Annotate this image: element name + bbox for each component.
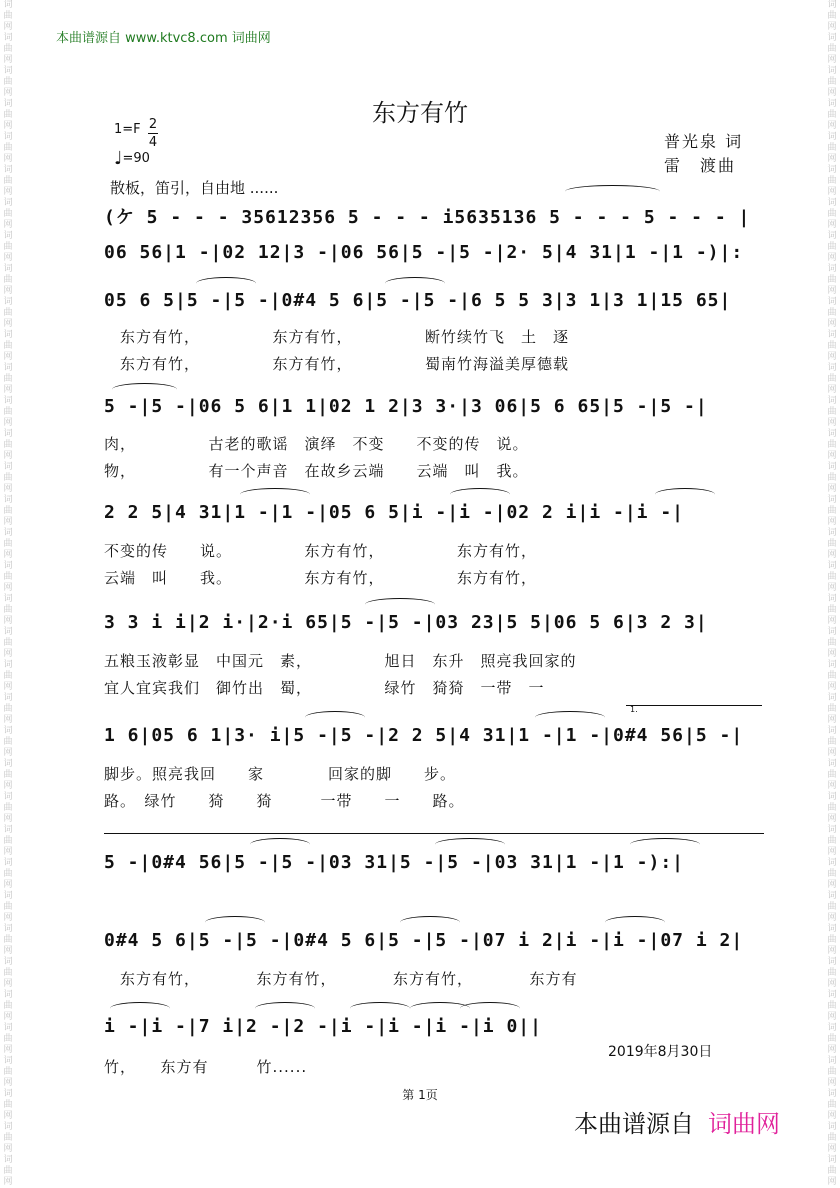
tie-arc [110,1002,170,1015]
footer-site-link[interactable]: 词曲网 [708,1110,780,1138]
tie-arc [535,711,605,724]
staff-row-3: 05 6 5|5 -|5 -|0#4 5 6|5 -|5 -|6 5 5 3|3 1|3 1|15 65| [104,290,732,311]
lyricist-credit: 普光泉 词 [664,132,744,151]
tempo-value: =90 [122,151,150,166]
lyric-row-7-verse-1: 脚步。照亮我回 家 回家的脚 步。 [104,765,457,783]
time-sig-top: 2 [148,117,158,132]
lyric-row-5-verse-2: 云端 叫 我。 东方有竹， 东方有竹， [104,569,538,587]
lyric-row-4-verse-2: 物， 有一个声音 在故乡云端 云端 叫 我。 [104,462,529,480]
song-title: 东方有竹 [372,99,468,127]
watermark-right: 词曲网词曲网词曲网词曲网词曲网词曲网词曲网词曲网词曲网词曲网词曲网词曲网词曲网词曲网词曲网词曲网词曲网词曲网词曲网词曲网词曲网词曲网词曲网词曲网词曲网词曲网词曲网词曲网词曲网词曲网词曲网词曲网词曲网词曲网词曲网词曲网 [827,0,837,1187]
staff-row-5: 2 2 5|4 31|1 -|1 -|05 6 5|i -|i -|02 2 i|i -|i -| [104,502,685,523]
composer-credit: 雷 渡曲 [664,156,737,175]
tie-arc [385,277,445,290]
expression-marking: 散板，笛引，自由地 ...... [110,179,279,197]
tie-arc [460,1002,520,1015]
ending-bracket [104,833,764,834]
tie-arc [450,488,510,501]
staff-row-8: 5 -|0#4 56|5 -|5 -|03 31|5 -|5 -|03 31|1 -|1 -):| [104,852,685,873]
staff-row-10: i -|i -|7 i|2 -|2 -|i -|i -|i -|i 0|| [104,1016,542,1037]
time-sig-bottom: 4 [148,135,158,150]
footer-credit [574,1104,780,1139]
lyric-row-5-verse-1: 不变的传 说。 东方有竹， 东方有竹， [104,542,538,560]
tempo-marking [114,148,150,169]
tie-arc [655,488,715,501]
page-number: 第 1页 [402,1088,438,1102]
tie-arc [250,838,310,851]
lyric-row-3-verse-1: 东方有竹， 东方有竹， 断竹续竹飞 土 逐 [104,328,570,346]
staff-row-1: (ケ 5 - - - 35612356 5 - - - i5635136 5 - - - 5 - - - | [104,207,751,228]
tie-arc [605,916,665,929]
date-stamp: 2019年8月30日 [608,1044,713,1060]
staff-row-9: 0#4 5 6|5 -|5 -|0#4 5 6|5 -|5 -|07 i 2|i -|i -|07 i 2| [104,930,744,951]
lyric-row-3-verse-2: 东方有竹， 东方有竹， 蜀南竹海溢美厚德载 [104,355,570,373]
time-signature [148,116,158,151]
tie-arc [350,1002,410,1015]
footer-source-text: 本曲谱源自 [574,1110,694,1138]
tie-arc [435,838,505,851]
volta-bracket [626,705,762,706]
volta-label: 1. [630,705,638,714]
tie-arc [205,916,265,929]
staff-row-2: 06 56|1 -|02 12|3 -|06 56|5 -|5 -|2· 5|4 31|1 -|1 -)|: [104,242,744,263]
tie-arc [365,598,435,611]
tie-arc [240,488,310,501]
staff-row-6: 3 3 i i|2 i·|2·i 65|5 -|5 -|03 23|5 5|06 5 6|3 2 3| [104,612,708,633]
watermark-left: 词曲网词曲网词曲网词曲网词曲网词曲网词曲网词曲网词曲网词曲网词曲网词曲网词曲网词曲网词曲网词曲网词曲网词曲网词曲网词曲网词曲网词曲网词曲网词曲网词曲网词曲网词曲网词曲网词曲网词曲网词曲网词曲网词曲网词曲网词曲网词曲网 [3,0,13,1187]
quarter-note-icon: ♩ [114,148,123,169]
staff-row-4: 5 -|5 -|06 5 6|1 1|02 1 2|3 3·|3 06|5 6 65|5 -|5 -| [104,396,708,417]
tie-arc [305,711,365,724]
lyric-row-7-verse-2: 路。 绿竹 猗 猗 一带 一 路。 [104,792,465,810]
tie-arc [112,383,177,396]
tie-arc [565,185,660,198]
tie-arc [400,916,460,929]
lyric-row-10: 竹， 东方有 竹...... [104,1058,308,1076]
tie-arc [196,277,256,290]
source-header: 本曲谱源自 www.ktvc8.com 词曲网 [56,31,271,46]
tie-arc [255,1002,315,1015]
lyric-row-9: 东方有竹， 东方有竹， 东方有竹， 东方有 [104,970,578,988]
lyric-row-6-verse-1: 五粮玉液彰显 中国元 素， 旭日 东升 照亮我回家的 [104,652,577,670]
lyric-row-4-verse-1: 肉， 古老的歌谣 演绎 不变 不变的传 说。 [104,435,529,453]
staff-row-7: 1 6|05 6 1|3· i|5 -|5 -|2 2 5|4 31|1 -|1 -|0#4 56|5 -| [104,725,744,746]
key-signature: 1=F [114,122,141,137]
lyric-row-6-verse-2: 宜人宜宾我们 御竹出 蜀， 绿竹 猗猗 一带 一 [104,679,545,697]
tie-arc [630,838,700,851]
